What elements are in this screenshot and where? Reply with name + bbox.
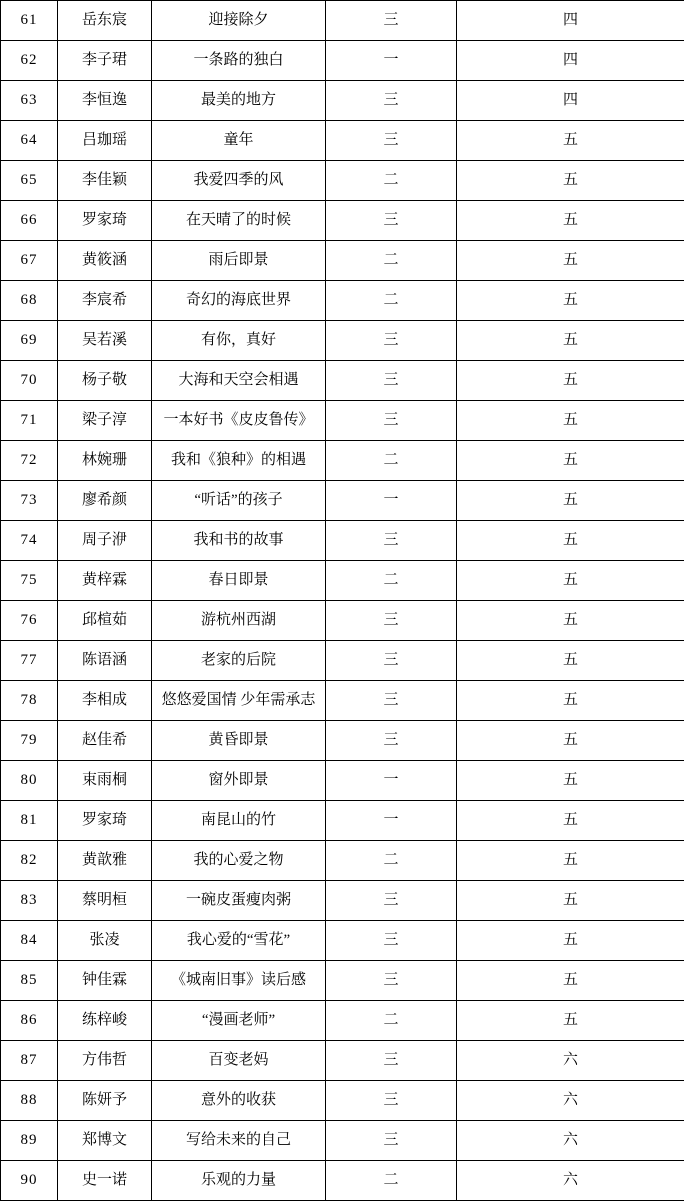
essay-title-cell: “听话”的孩子 bbox=[152, 481, 326, 521]
table-row bbox=[1, 281, 684, 321]
essay-title-cell: 黄昏即景 bbox=[152, 721, 326, 761]
grade-cell: 五 bbox=[457, 441, 684, 481]
index-cell: 62 bbox=[1, 41, 58, 81]
grade-cell: 五 bbox=[457, 681, 684, 721]
table-row bbox=[1, 321, 684, 361]
index-cell: 70 bbox=[1, 361, 58, 401]
table-row bbox=[1, 161, 684, 201]
essay-title-cell: 悠悠爱国情 少年需承志 bbox=[152, 681, 326, 721]
essay-title-cell: “漫画老师” bbox=[152, 1001, 326, 1041]
student-name-cell: 练梓峻 bbox=[58, 1001, 152, 1041]
student-name-cell: 吴若溪 bbox=[58, 321, 152, 361]
table-row bbox=[1, 641, 684, 681]
student-name-cell: 赵佳希 bbox=[58, 721, 152, 761]
grade-cell: 六 bbox=[457, 1121, 684, 1161]
student-name-cell: 林婉珊 bbox=[58, 441, 152, 481]
essay-title-cell: 我和书的故事 bbox=[152, 521, 326, 561]
award-level-cell: 二 bbox=[326, 281, 457, 321]
table-row bbox=[1, 961, 684, 1001]
essay-title-cell: 我和《狼种》的相遇 bbox=[152, 441, 326, 481]
essay-title-cell: 写给未来的自己 bbox=[152, 1121, 326, 1161]
award-level-cell: 三 bbox=[326, 601, 457, 641]
grade-cell: 五 bbox=[457, 201, 684, 241]
index-cell: 82 bbox=[1, 841, 58, 881]
table-row bbox=[1, 81, 684, 121]
student-name-cell: 黄歆雅 bbox=[58, 841, 152, 881]
student-name-cell: 钟佳霖 bbox=[58, 961, 152, 1001]
grade-cell: 五 bbox=[457, 961, 684, 1001]
index-cell: 66 bbox=[1, 201, 58, 241]
essay-title-cell: 奇幻的海底世界 bbox=[152, 281, 326, 321]
award-level-cell: 三 bbox=[326, 1121, 457, 1161]
award-level-cell: 三 bbox=[326, 81, 457, 121]
award-level-cell: 三 bbox=[326, 1041, 457, 1081]
essay-title-cell: 游杭州西湖 bbox=[152, 601, 326, 641]
student-name-cell: 廖希颜 bbox=[58, 481, 152, 521]
essay-title-cell: 一碗皮蛋瘦肉粥 bbox=[152, 881, 326, 921]
grade-cell: 五 bbox=[457, 321, 684, 361]
student-name-cell: 郑博文 bbox=[58, 1121, 152, 1161]
table-row bbox=[1, 1, 684, 41]
index-cell: 74 bbox=[1, 521, 58, 561]
essay-title-cell: 迎接除夕 bbox=[152, 1, 326, 41]
student-name-cell: 梁子淳 bbox=[58, 401, 152, 441]
table-row bbox=[1, 681, 684, 721]
student-name-cell: 陈妍予 bbox=[58, 1081, 152, 1121]
table-row bbox=[1, 481, 684, 521]
table-row bbox=[1, 441, 684, 481]
award-level-cell: 三 bbox=[326, 961, 457, 1001]
table-row bbox=[1, 721, 684, 761]
index-cell: 80 bbox=[1, 761, 58, 801]
award-level-cell: 一 bbox=[326, 761, 457, 801]
table-row bbox=[1, 1001, 684, 1041]
essay-title-cell: 我的心爱之物 bbox=[152, 841, 326, 881]
award-level-cell: 三 bbox=[326, 681, 457, 721]
essay-title-cell: 南昆山的竹 bbox=[152, 801, 326, 841]
index-cell: 71 bbox=[1, 401, 58, 441]
grade-cell: 五 bbox=[457, 401, 684, 441]
index-cell: 69 bbox=[1, 321, 58, 361]
essay-title-cell: 大海和天空会相遇 bbox=[152, 361, 326, 401]
table-row bbox=[1, 1121, 684, 1161]
table-row bbox=[1, 761, 684, 801]
award-level-cell: 三 bbox=[326, 721, 457, 761]
student-name-cell: 李宸希 bbox=[58, 281, 152, 321]
student-name-cell: 张凌 bbox=[58, 921, 152, 961]
table-row bbox=[1, 841, 684, 881]
award-level-cell: 三 bbox=[326, 361, 457, 401]
table-row bbox=[1, 601, 684, 641]
index-cell: 78 bbox=[1, 681, 58, 721]
index-cell: 65 bbox=[1, 161, 58, 201]
award-level-cell: 二 bbox=[326, 1161, 457, 1201]
table-row bbox=[1, 561, 684, 601]
index-cell: 90 bbox=[1, 1161, 58, 1201]
grade-cell: 五 bbox=[457, 521, 684, 561]
award-level-cell: 三 bbox=[326, 401, 457, 441]
essay-title-cell: 意外的收获 bbox=[152, 1081, 326, 1121]
index-cell: 76 bbox=[1, 601, 58, 641]
essay-title-cell: 我爱四季的风 bbox=[152, 161, 326, 201]
index-cell: 83 bbox=[1, 881, 58, 921]
grade-cell: 五 bbox=[457, 761, 684, 801]
grade-cell: 五 bbox=[457, 161, 684, 201]
table-body bbox=[1, 1, 684, 1201]
student-name-cell: 束雨桐 bbox=[58, 761, 152, 801]
table-row bbox=[1, 121, 684, 161]
table-row bbox=[1, 201, 684, 241]
grade-cell: 五 bbox=[457, 721, 684, 761]
award-level-cell: 二 bbox=[326, 561, 457, 601]
index-cell: 84 bbox=[1, 921, 58, 961]
essay-title-cell: 在天晴了的时候 bbox=[152, 201, 326, 241]
essay-title-cell: 《城南旧事》读后感 bbox=[152, 961, 326, 1001]
award-level-cell: 一 bbox=[326, 481, 457, 521]
award-level-cell: 二 bbox=[326, 1001, 457, 1041]
student-name-cell: 陈语涵 bbox=[58, 641, 152, 681]
index-cell: 79 bbox=[1, 721, 58, 761]
award-level-cell: 二 bbox=[326, 441, 457, 481]
student-name-cell: 李相成 bbox=[58, 681, 152, 721]
index-cell: 73 bbox=[1, 481, 58, 521]
student-name-cell: 罗家琦 bbox=[58, 801, 152, 841]
student-name-cell: 岳东宸 bbox=[58, 1, 152, 41]
index-cell: 61 bbox=[1, 1, 58, 41]
grade-cell: 五 bbox=[457, 241, 684, 281]
grade-cell: 五 bbox=[457, 281, 684, 321]
award-level-cell: 三 bbox=[326, 641, 457, 681]
essay-title-cell: 乐观的力量 bbox=[152, 1161, 326, 1201]
grade-cell: 五 bbox=[457, 801, 684, 841]
award-level-cell: 三 bbox=[326, 521, 457, 561]
grade-cell: 五 bbox=[457, 601, 684, 641]
grade-cell: 五 bbox=[457, 361, 684, 401]
award-level-cell: 三 bbox=[326, 881, 457, 921]
table-row bbox=[1, 881, 684, 921]
index-cell: 64 bbox=[1, 121, 58, 161]
index-cell: 88 bbox=[1, 1081, 58, 1121]
award-level-cell: 二 bbox=[326, 841, 457, 881]
award-level-cell: 一 bbox=[326, 801, 457, 841]
grade-cell: 四 bbox=[457, 41, 684, 81]
index-cell: 68 bbox=[1, 281, 58, 321]
student-name-cell: 邱楦茹 bbox=[58, 601, 152, 641]
index-cell: 81 bbox=[1, 801, 58, 841]
index-cell: 77 bbox=[1, 641, 58, 681]
grade-cell: 五 bbox=[457, 561, 684, 601]
student-name-cell: 李恒逸 bbox=[58, 81, 152, 121]
essay-title-cell: 最美的地方 bbox=[152, 81, 326, 121]
essay-title-cell: 一条路的独白 bbox=[152, 41, 326, 81]
grade-cell: 五 bbox=[457, 1001, 684, 1041]
table-row bbox=[1, 241, 684, 281]
student-name-cell: 史一诺 bbox=[58, 1161, 152, 1201]
grade-cell: 五 bbox=[457, 641, 684, 681]
index-cell: 75 bbox=[1, 561, 58, 601]
student-name-cell: 方伟哲 bbox=[58, 1041, 152, 1081]
essay-title-cell: 我心爱的“雪花” bbox=[152, 921, 326, 961]
grade-cell: 五 bbox=[457, 481, 684, 521]
student-name-cell: 蔡明桓 bbox=[58, 881, 152, 921]
grade-cell: 五 bbox=[457, 121, 684, 161]
grade-cell: 五 bbox=[457, 881, 684, 921]
table-row bbox=[1, 41, 684, 81]
essay-title-cell: 老家的后院 bbox=[152, 641, 326, 681]
index-cell: 86 bbox=[1, 1001, 58, 1041]
table-row bbox=[1, 1081, 684, 1121]
index-cell: 72 bbox=[1, 441, 58, 481]
student-name-cell: 杨子敬 bbox=[58, 361, 152, 401]
essay-title-cell: 童年 bbox=[152, 121, 326, 161]
student-name-cell: 罗家琦 bbox=[58, 201, 152, 241]
grade-cell: 六 bbox=[457, 1161, 684, 1201]
award-level-cell: 三 bbox=[326, 121, 457, 161]
essay-title-cell: 百变老妈 bbox=[152, 1041, 326, 1081]
essay-title-cell: 有你，真好 bbox=[152, 321, 326, 361]
award-level-cell: 三 bbox=[326, 1081, 457, 1121]
student-name-cell: 李子珺 bbox=[58, 41, 152, 81]
award-level-cell: 三 bbox=[326, 201, 457, 241]
student-name-cell: 李佳颖 bbox=[58, 161, 152, 201]
award-level-cell: 三 bbox=[326, 1, 457, 41]
table-row bbox=[1, 1161, 684, 1201]
award-level-cell: 三 bbox=[326, 921, 457, 961]
essay-title-cell: 春日即景 bbox=[152, 561, 326, 601]
student-name-cell: 黄梓霖 bbox=[58, 561, 152, 601]
grade-cell: 六 bbox=[457, 1081, 684, 1121]
grade-cell: 五 bbox=[457, 921, 684, 961]
table-row bbox=[1, 401, 684, 441]
table-row bbox=[1, 1041, 684, 1081]
award-level-cell: 二 bbox=[326, 161, 457, 201]
essay-title-cell: 窗外即景 bbox=[152, 761, 326, 801]
index-cell: 87 bbox=[1, 1041, 58, 1081]
award-level-cell: 一 bbox=[326, 41, 457, 81]
table-row bbox=[1, 361, 684, 401]
table-row bbox=[1, 801, 684, 841]
table-row bbox=[1, 521, 684, 561]
essay-title-cell: 雨后即景 bbox=[152, 241, 326, 281]
grade-cell: 四 bbox=[457, 81, 684, 121]
essay-title-cell: 一本好书《皮皮鲁传》 bbox=[152, 401, 326, 441]
student-name-cell: 吕珈瑶 bbox=[58, 121, 152, 161]
award-level-cell: 三 bbox=[326, 321, 457, 361]
student-name-cell: 周子洢 bbox=[58, 521, 152, 561]
index-cell: 63 bbox=[1, 81, 58, 121]
index-cell: 67 bbox=[1, 241, 58, 281]
table-row bbox=[1, 921, 684, 961]
index-cell: 89 bbox=[1, 1121, 58, 1161]
student-name-cell: 黄筱涵 bbox=[58, 241, 152, 281]
award-level-cell: 二 bbox=[326, 241, 457, 281]
index-cell: 85 bbox=[1, 961, 58, 1001]
grade-cell: 四 bbox=[457, 1, 684, 41]
grade-cell: 五 bbox=[457, 841, 684, 881]
grade-cell: 六 bbox=[457, 1041, 684, 1081]
